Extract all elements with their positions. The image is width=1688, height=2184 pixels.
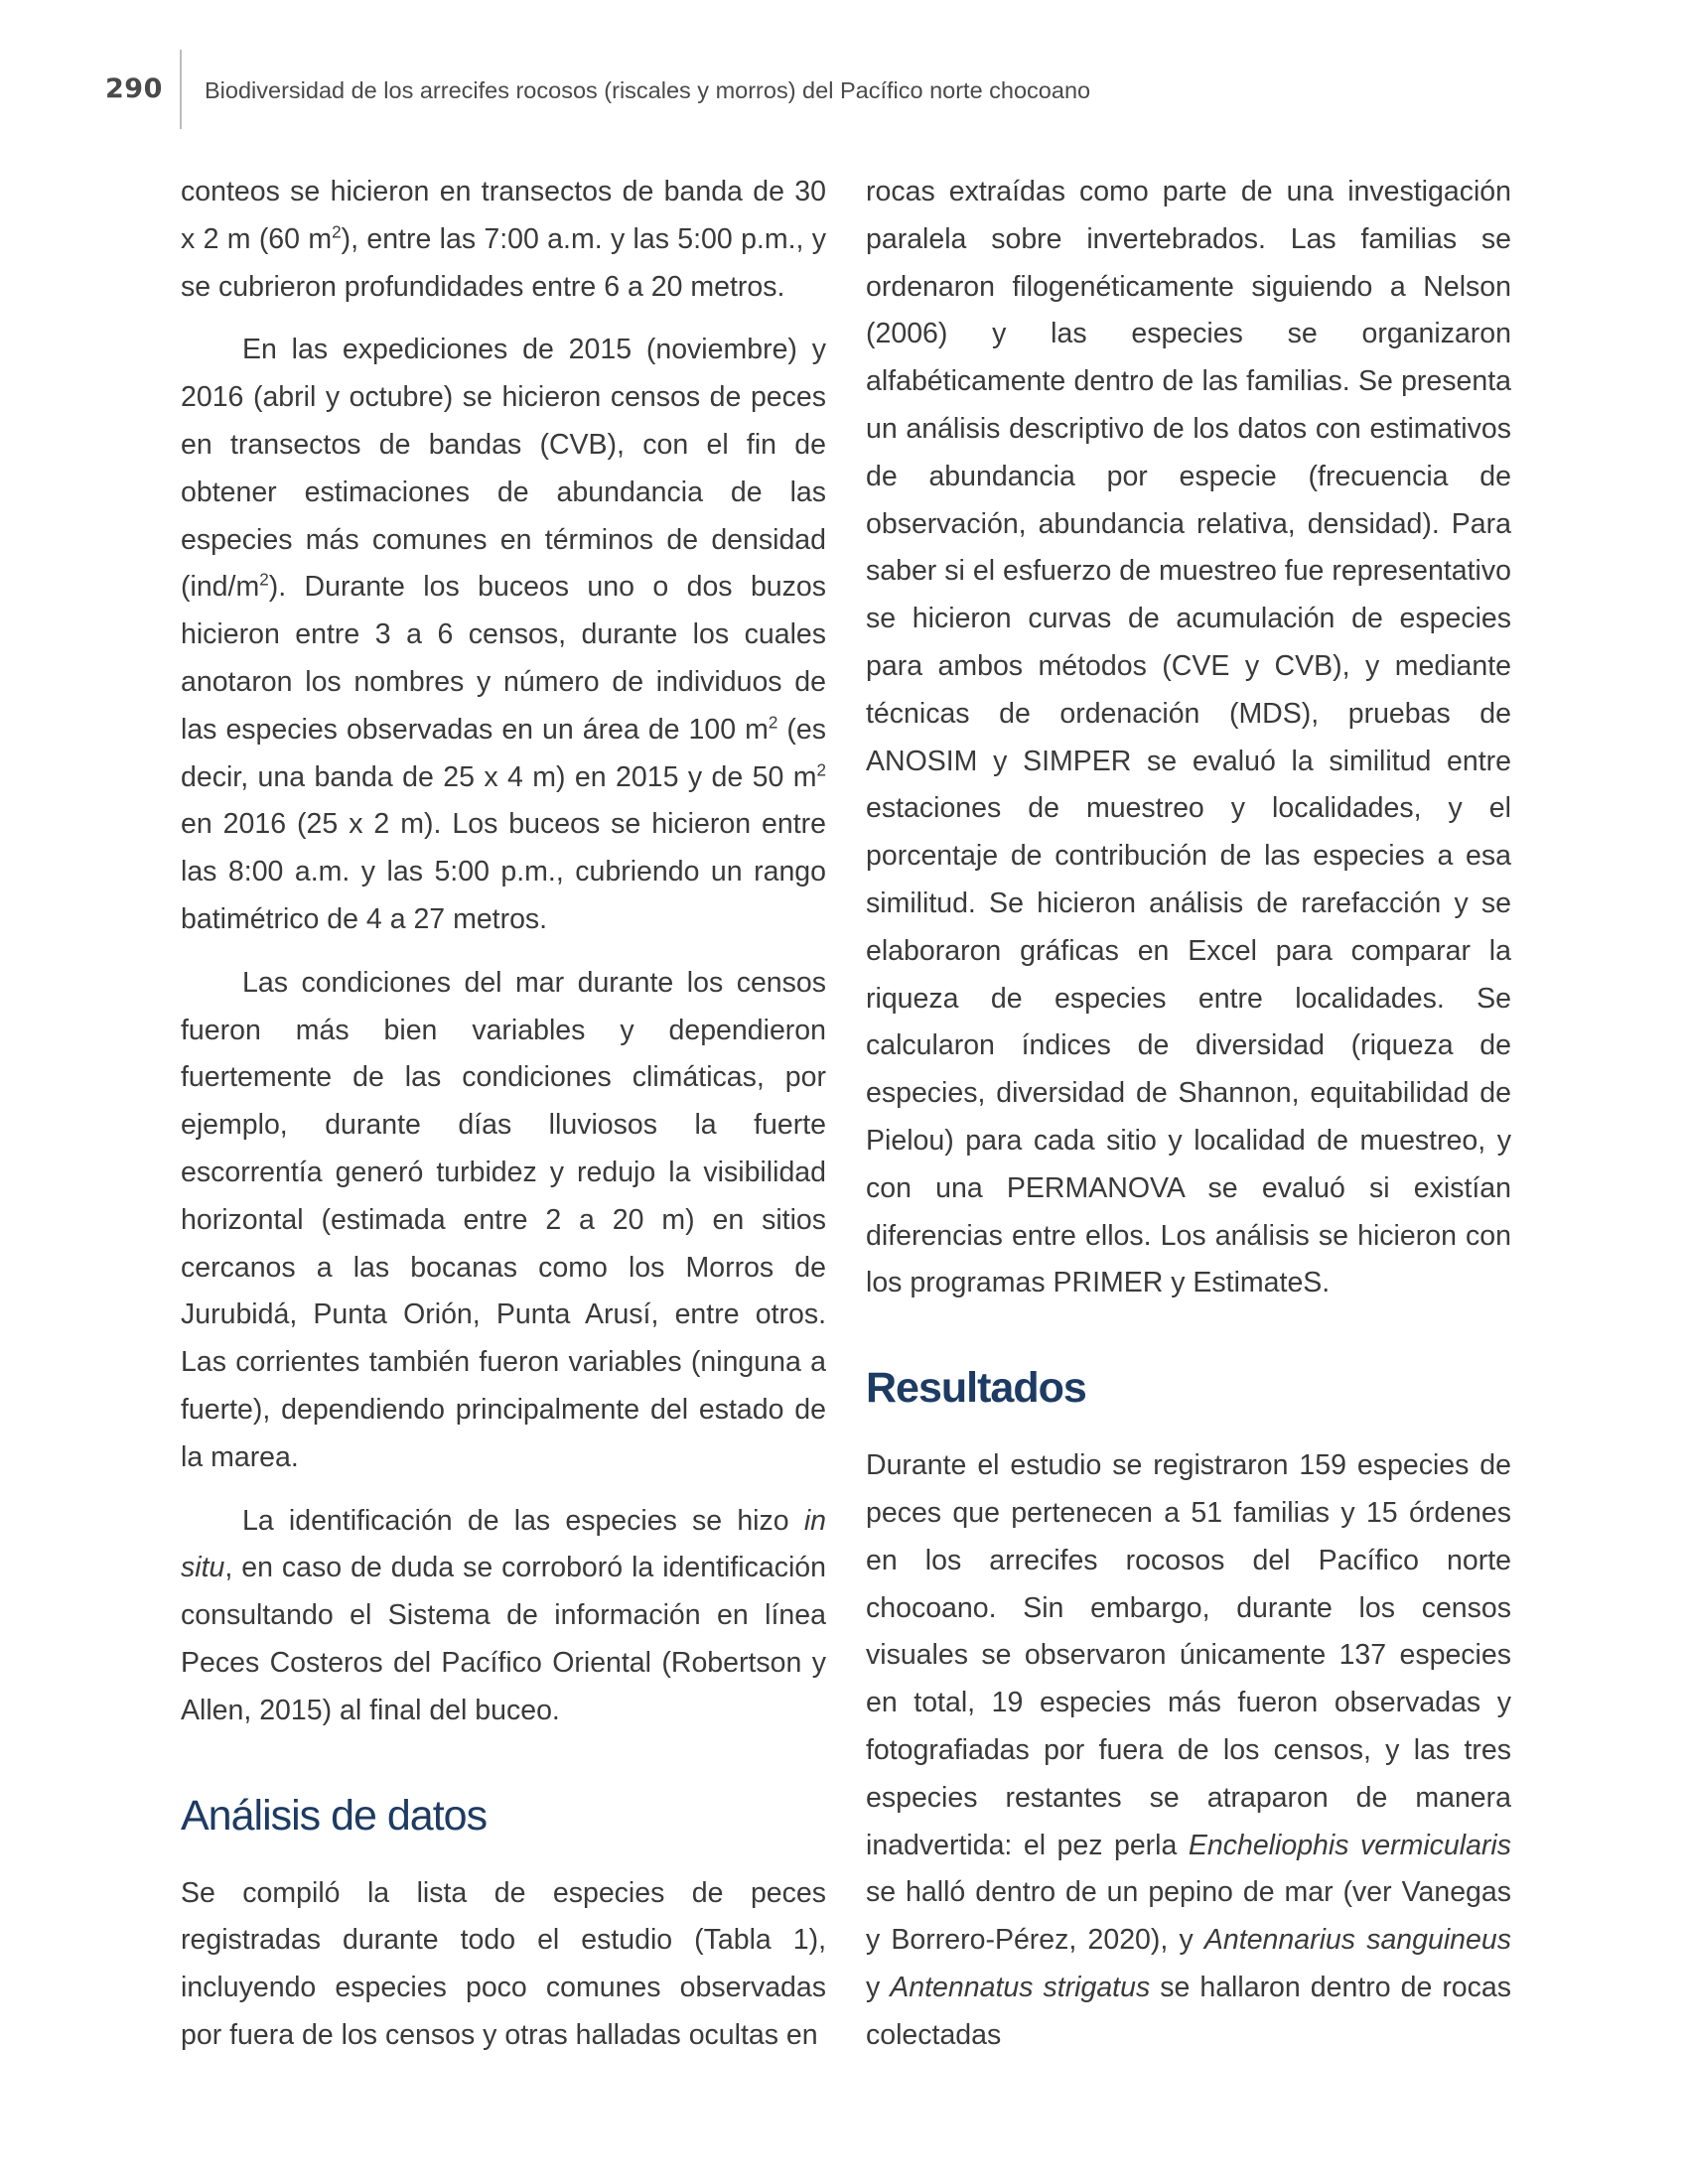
- page-header: [0, 0, 1688, 139]
- paragraph: rocas extraídas como parte de una investigación paralela sobre invertebrados. Las familias se ordenaron filogenéticamente siguiendo a Nelson (2006) y las especies se organizaron alfabéticamente dentro de las familias. Se presenta un análisis descriptivo de los datos con estimativos de abundancia por especie (frecuencia de observación, abundancia relativa, densidad). Para saber si el esfuerzo de muestreo fue representativo se hicieron curvas de acumulación de especies para ambos métodos (CVE y CVB), y mediante técnicas de ordenación (MDS), pruebas de ANOSIM y SIMPER se evaluó la similitud entre estaciones de muestreo y localidades, y el porcentaje de contribución de las especies a esa similitud. Se hicieron análisis de rarefacción y se elaboraron gráficas en Excel para comparar la riqueza de especies entre localidades. Se calcularon índices de diversidad (riqueza de especies, diversidad de Shannon, equitabilidad de Pielou) para cada sitio y localidad de muestreo, y con una PERMANOVA se evaluó si existían diferencias entre ellos. Los análisis se hicieron con los programas PRIMER y EstimateS.: [866, 176, 1511, 1299]
- right-column: [866, 169, 1511, 2075]
- page-number: 290: [105, 73, 163, 104]
- header-divider: [180, 50, 182, 129]
- paragraph: En las expediciones de 2015 (noviembre) y 2016 (abril y octubre) se hicieron censos de peces en transectos de bandas (CVB), con el fin de obtener estimaciones de abundancia de las especies más comunes en términos de densidad $(ind/m^2)$. Durante los buceos uno o dos buzos hicieron entre 3 a 6 censos, durante los cuales anotaron los nombres y número de individuos de las especies observadas en un área de 100 $m^2$ (es decir, una banda de 25 x 4 m) en 2015 y de 50 $m^2$ en 2016 (25 x 2 m). Los buceos se hicieron entre las 8:00 a.m. y las 5:00 p.m., cubriendo un rango batimétrico de 4 a 27 metros.: [181, 334, 826, 935]
- paragraph: Durante el estudio se registraron 159 especies de peces que pertenecen a 51 familias y 15 órdenes en los arrecifes rocosos del Pacífico norte chocoano. Sin embargo, durante los censos visuales se observaron únicamente 137 especies en total, 19 especies más fueron observadas y fotografiadas por fuera de los censos, y las tres especies restantes se atraparon de manera inadvertida: el pez perla Encheliophis vermicularis se halló dentro de un pepino de mar (ver Vanegas y Borrero-Pérez, 2020), y Antennarius sanguineus y Antennatus strigatus se hallaron dentro de rocas colectadas: [866, 1449, 1512, 2051]
- paragraph: La identificación de las especies se hizo in situ, en caso de duda se corroboró la identificación consultando el Sistema de información en línea Peces Costeros del Pacífico Oriental (Robertson y Allen, 2015) al final del buceo.: [181, 1504, 826, 1726]
- paragraph: Las condiciones del mar durante los censos fueron más bien variables y dependieron fuertemente de las condiciones climáticas, por ejemplo, durante días lluviosos la fuerte escorrentía generó turbidez y redujo la visibilidad horizontal (estimada entre 2 a 20 m) en sitios cercanos a las bocanas como los Morros de Jurubidá, Punta Orión, Punta Arusí, entre otros. Las corrientes también fueron variables (ninguna a fuerte), dependiendo principalmente del estado de la marea.: [181, 966, 826, 1473]
- section-heading-resultados: Resultados: [866, 1364, 1086, 1413]
- running-title: Biodiversidad de los arrecifes rocosos (riscales y morros) del Pacífico norte chocoano: [205, 77, 1091, 103]
- section-heading-analisis: Análisis de datos: [181, 1791, 488, 1840]
- paragraph: conteos se hicieron en transectos de banda de 30 x 2 m (60 $m^2$), entre las 7:00 a.m. y las 5:00 p.m., y se cubrieron profundidades entre 6 a 20 metros.: [181, 176, 826, 303]
- paragraph: Se compiló la lista de especies de peces registradas durante todo el estudio (Tabla 1), incluyendo especies poco comunes observadas por fuera de los censos y otras halladas ocultas en: [181, 1876, 826, 2051]
- left-column: [181, 169, 826, 2076]
